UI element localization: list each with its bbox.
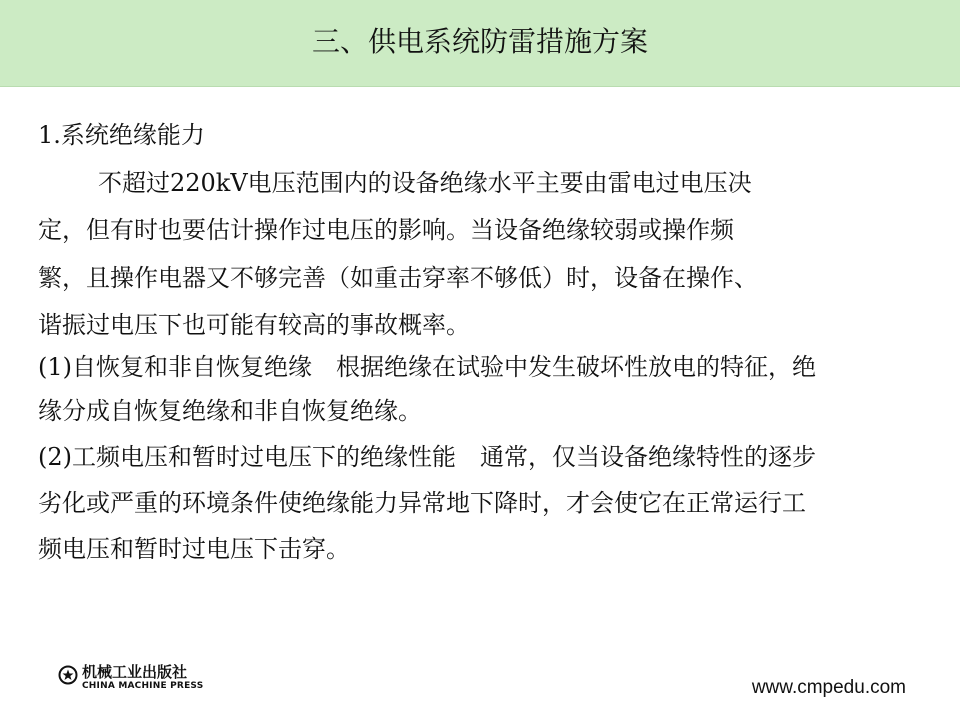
body-line-6: 缘分成自恢复绝缘和非自恢复绝缘。 (38, 397, 422, 425)
publisher-logo (58, 663, 228, 693)
slide-title: 三、供电系统防雷措施方案 (311, 25, 648, 58)
body-line-4: 谐振过电压下也可能有较高的事故概率。 (38, 311, 470, 339)
body-line-8: 劣化或严重的环境条件使绝缘能力异常地下降时，才会使它在正常运行工 (38, 489, 806, 517)
website-link[interactable]: www.cmpedu.com (751, 677, 906, 698)
title-bar (0, 0, 960, 87)
body-line-3: 繁，且操作电器又不够完善（如重击穿率不够低）时，设备在操作、 (38, 264, 758, 292)
body-line-9: 频电压和暂时过电压下击穿。 (38, 535, 350, 563)
body-line-7: (2)工频电压和暂时过电压下的绝缘性能 通常，仅当设备绝缘特性的逐步 (38, 443, 816, 471)
body-line-1: 不超过220kV电压范围内的设备绝缘水平主要由雷电过电压决 (98, 169, 752, 197)
section-heading: 1.系统绝缘能力 (38, 121, 205, 149)
publisher-emblem-icon (58, 665, 78, 685)
publisher-name-en: CHINA MACHINE PRESS (82, 681, 204, 691)
publisher-name-cn: 机械工业出版社 (82, 663, 188, 681)
body-line-5: (1)自恢复和非自恢复绝缘 根据绝缘在试验中发生破坏性放电的特征，绝 (38, 353, 816, 381)
body-line-2: 定，但有时也要估计操作过电压的影响。当设备绝缘较弱或操作频 (38, 216, 734, 244)
